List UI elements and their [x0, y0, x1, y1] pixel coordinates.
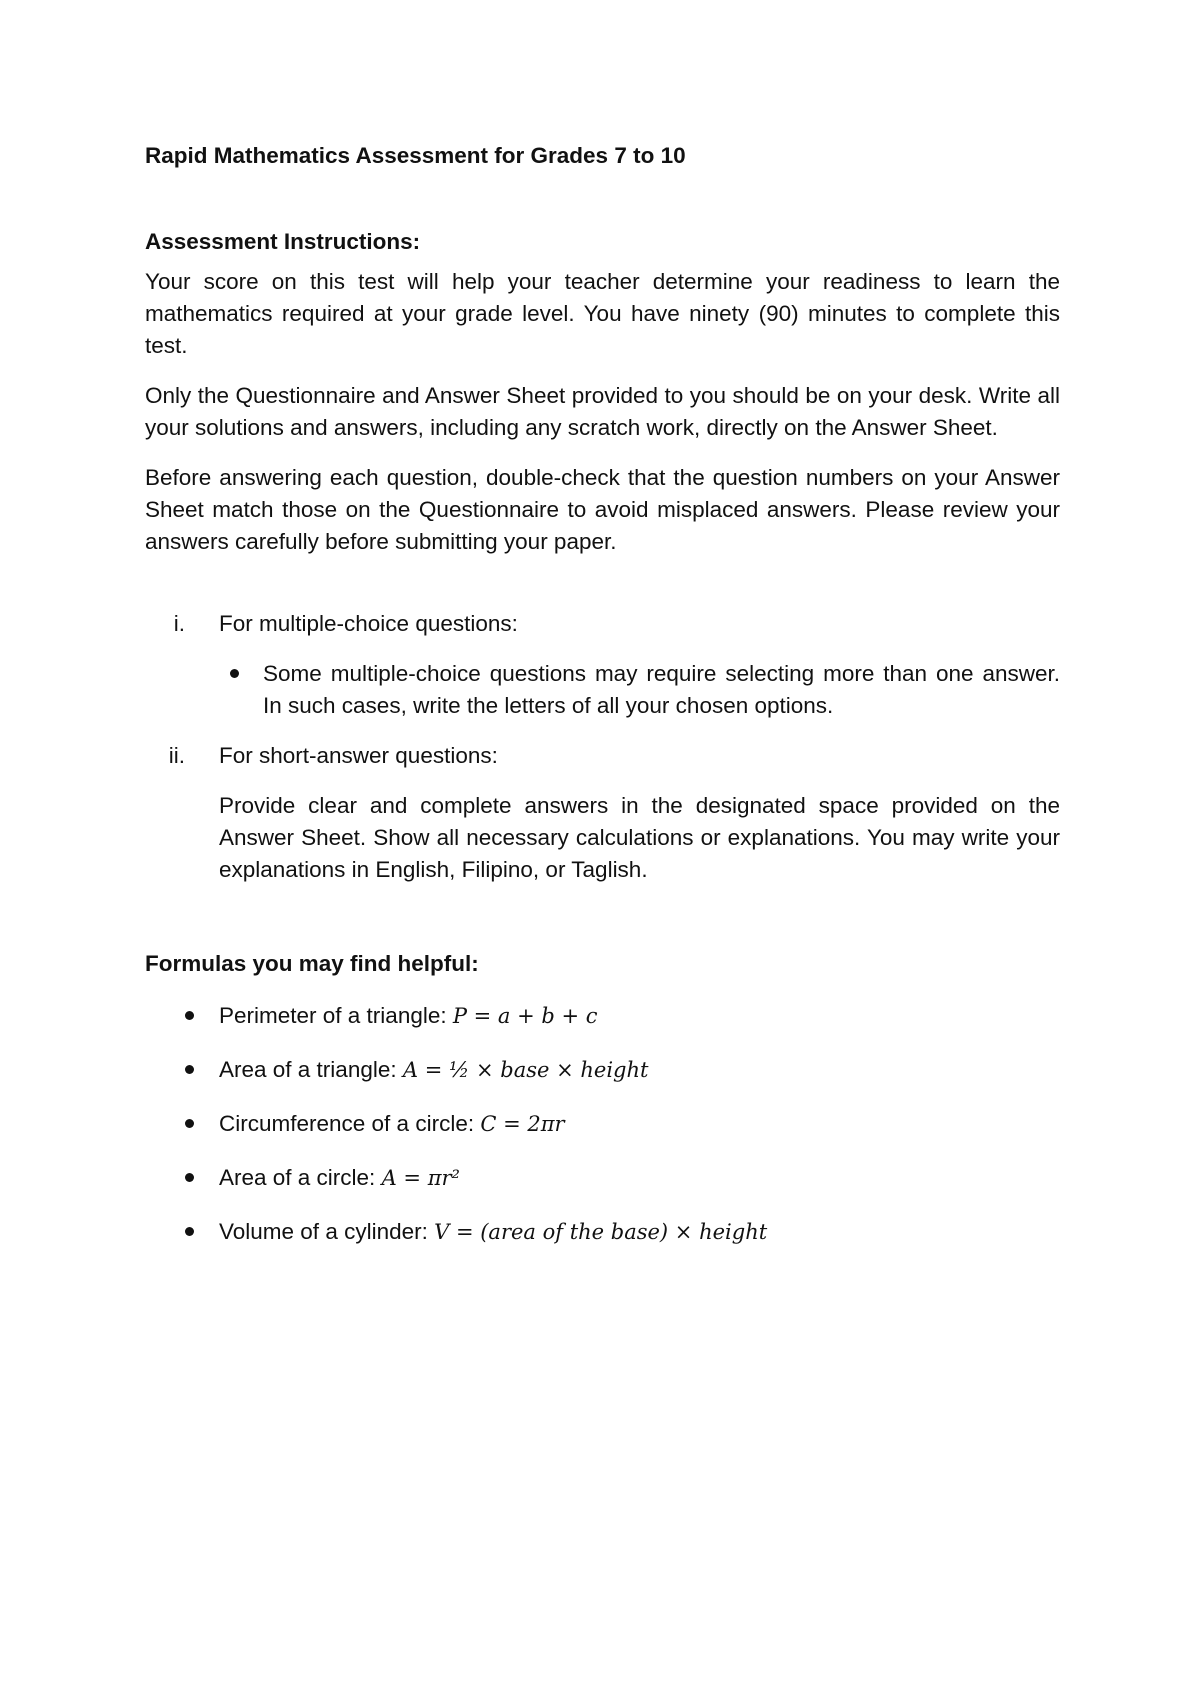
list-numeral: ii. — [168, 743, 185, 768]
list-numeral: i. — [173, 611, 185, 636]
document-page — [145, 140, 1060, 1270]
document-title: Rapid Mathematics Assessment for Grades 7 to 10 — [145, 143, 686, 168]
formula-expression: A = πr² — [381, 1166, 460, 1190]
formulas-heading: Formulas you may find helpful: — [145, 951, 479, 976]
bullet-icon — [230, 669, 239, 678]
question-type-detail-text: Some multiple-choice questions may require selecting more than one answer. In such cases, write the letters of all your chosen options. — [263, 661, 1060, 718]
instruction-paragraph-2: Only the Questionnaire and Answer Sheet provided to you should be on your desk. Write all your solutions and answers, including any scratch work, directly on the Answer Sheet. — [145, 383, 1060, 440]
instructions-heading: Assessment Instructions: — [145, 229, 421, 254]
formula-expression: C = 2πr — [480, 1112, 565, 1136]
bullet-icon — [185, 1227, 194, 1236]
question-type-label: For multiple-choice questions: — [219, 611, 518, 636]
question-type-label: For short-answer questions: — [219, 743, 498, 768]
bullet-icon — [185, 1119, 194, 1128]
formula-expression: A = ½ × base × height — [402, 1058, 649, 1082]
formula-label: Area of a triangle: — [219, 1057, 403, 1082]
question-type-detail — [219, 658, 1060, 722]
bullet-icon — [185, 1065, 194, 1074]
formula-item-circumference-circle — [145, 1108, 1060, 1140]
formula-item-area-triangle — [145, 1054, 1060, 1086]
question-type-list — [145, 608, 1060, 886]
formula-label: Volume of a cylinder: — [219, 1219, 435, 1244]
formula-label: Area of a circle: — [219, 1165, 382, 1190]
instruction-paragraph-3: Before answering each question, double-check that the question numbers on your Answer Sheet match those on the Questionnaire to avoid misplaced answers. Please review your answers carefully before submitting your paper. — [145, 465, 1060, 554]
bullet-icon — [185, 1173, 194, 1182]
formula-label: Circumference of a circle: — [219, 1111, 481, 1136]
formula-label: Perimeter of a triangle: — [219, 1003, 453, 1028]
bullet-icon — [185, 1011, 194, 1020]
formula-item-volume-cylinder — [145, 1216, 1060, 1248]
formula-item-perimeter-triangle — [145, 1000, 1060, 1032]
formula-item-area-circle — [145, 1162, 1060, 1194]
formula-expression: V = (area of the base) × height — [434, 1220, 768, 1244]
formula-expression: P = a + b + c — [452, 1004, 598, 1028]
instruction-paragraph-1: Your score on this test will help your teacher determine your readiness to learn the mathematics required at your grade level. You have ninety (90) minutes to complete this test. — [145, 269, 1060, 358]
formula-list — [145, 1000, 1060, 1248]
question-type-short-answer — [145, 740, 1060, 886]
question-type-multiple-choice — [145, 608, 1060, 722]
question-type-detail-text: Provide clear and complete answers in the designated space provided on the Answer Sheet. Show all necessary calculations or explanations. You may write your explanations in English, Filipino, or Taglish. — [219, 793, 1060, 882]
